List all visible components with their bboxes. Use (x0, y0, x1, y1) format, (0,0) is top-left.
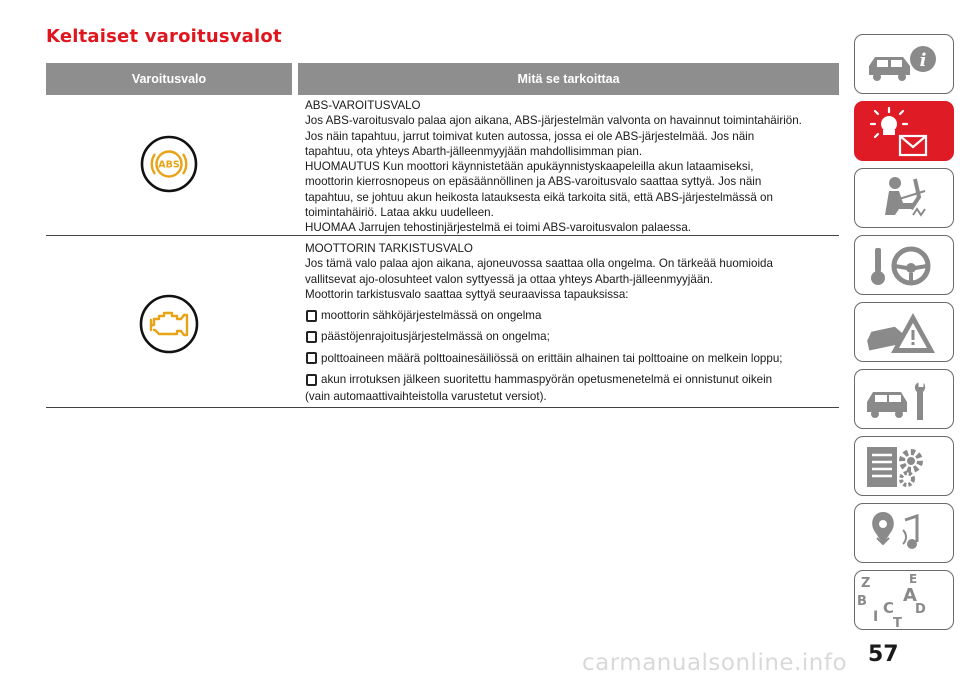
index-letter: T (893, 616, 902, 631)
meaning-cell (305, 241, 835, 405)
table-row-abs (46, 95, 839, 236)
car-accident-warning-icon (855, 303, 954, 362)
column-header-meaning: Mitä se tarkoittaa (517, 72, 620, 86)
key-steering-wheel-icon (855, 236, 954, 295)
sidebar-tab-emergency[interactable] (854, 302, 954, 362)
index-letter: A (903, 585, 917, 606)
watermark: carmanualsonline.info (582, 650, 848, 676)
sidebar-tab-starting-driving[interactable] (854, 235, 954, 295)
row-heading: MOOTTORIN TARKISTUSVALO (305, 242, 473, 255)
text-line: HUOMAA Jarrujen tehostinjärjestelmä ei toimi ABS-varoitusvalon palaessa. (305, 221, 691, 235)
car-info-icon (855, 35, 954, 94)
list-item-text: polttoaineen määrä polttoainesäiliössä on erittäin alhainen tai polttoaine on melkein loppu; (321, 351, 783, 365)
text-line: HUOMAUTUS Kun moottori käynnistetään apukäynnistyskaapeleilla akun lataamiseksi, (305, 160, 754, 174)
table-header (46, 63, 839, 95)
list-item (306, 351, 835, 366)
sidebar-tab-index[interactable] (854, 570, 954, 630)
page-title: Keltaiset varoitusvalot (46, 26, 282, 47)
sidebar-tab-safety[interactable] (854, 168, 954, 228)
text-line: Moottorin tarkistusvalo saattaa syttyä seuraavissa tapauksissa: (305, 287, 629, 301)
row-heading: ABS-VAROITUSVALO (305, 99, 421, 112)
multimedia-icon (855, 504, 954, 563)
page-number: 57 (868, 642, 899, 667)
sidebar-tab-multimedia[interactable] (854, 503, 954, 563)
bullet-box-icon (306, 374, 317, 386)
car-maintenance-wrench-icon (855, 370, 954, 429)
sidebar-tab-vehicle-info[interactable] (854, 34, 954, 94)
index-letter: D (915, 602, 926, 617)
index-letter: Z (861, 576, 871, 591)
index-letter: E (909, 572, 918, 586)
warning-light-message-icon (855, 102, 954, 161)
text-line: toimintahäiriö. Lataa akku uudelleen. (305, 206, 494, 220)
warning-light-cell (46, 238, 292, 407)
sidebar-tab-technical-data[interactable] (854, 436, 954, 496)
index-letter: B (857, 594, 867, 609)
specifications-gears-icon (855, 437, 954, 496)
engine-check-icon (139, 294, 199, 354)
list-item-text: akun irrotuksen jälkeen suoritettu hammaspyörän opetusmenetelmä ei onnistunut oikein (321, 373, 773, 387)
list-item-continuation: (vain automaattivaihteistolla varustetut versiot). (305, 390, 547, 404)
sidebar-tab-maintenance[interactable] (854, 369, 954, 429)
index-letter: C (883, 599, 895, 617)
list-item-text: moottorin sähköjärjestelmässä on ongelma (321, 309, 542, 323)
text-line: vallitsevat ajo-olosuhteet valon syttyessä ja ottaa yhteys Abarth-jälleenmyyjään. (305, 272, 713, 286)
sidebar-tab-warning-lights[interactable] (854, 101, 954, 161)
abs-icon-label: ABS (158, 159, 180, 171)
text-line: moottorin kierrosnopeus on epäsäännöllinen ja ABS-varoitusvalo saattaa syttyä. Jos näin (305, 175, 762, 189)
row-divider (46, 235, 839, 236)
text-line: Jos näin tapahtuu, jarrut toimivat kuten autossa, jossa ei ole ABS-järjestelmää. Jos näin (305, 129, 755, 143)
column-header-warning-light: Varoitusvalo (131, 72, 207, 86)
alphabetical-index-icon (855, 571, 954, 630)
abs-warning-icon (140, 135, 198, 193)
svg-text:i: i (919, 50, 927, 71)
bullet-box-icon (306, 331, 317, 343)
text-line: tapahtuu, se johtuu akun heikosta latauksesta eikä tarkoita sitä, että ABS-järjestelmässä on (305, 190, 773, 204)
bullet-box-icon (306, 352, 317, 364)
text-line: tapahtuu, ota yhteys Abarth-jälleenmyyjään mahdollisimman pian. (305, 144, 643, 158)
text-line: Jos ABS-varoitusvalo palaa ajon aikana, ABS-järjestelmän valvonta on havainnut toimintahäiriön. (305, 114, 802, 128)
list-item (306, 372, 835, 387)
table-row-engine-check (46, 238, 839, 407)
list-item (306, 329, 835, 344)
text-line: Jos tämä valo palaa ajon aikana, ajoneuvossa saattaa olla ongelma. On tärkeää huomioida (305, 257, 773, 271)
meaning-cell (305, 98, 835, 236)
seat-airbag-icon (855, 169, 954, 228)
bullet-box-icon (306, 310, 317, 322)
list-item-text: päästöjenrajoitusjärjestelmässä on ongelma; (321, 330, 550, 344)
table-bottom-border (46, 407, 839, 408)
index-letter: I (873, 609, 879, 625)
list-item (306, 308, 835, 323)
warning-light-cell (46, 95, 292, 236)
